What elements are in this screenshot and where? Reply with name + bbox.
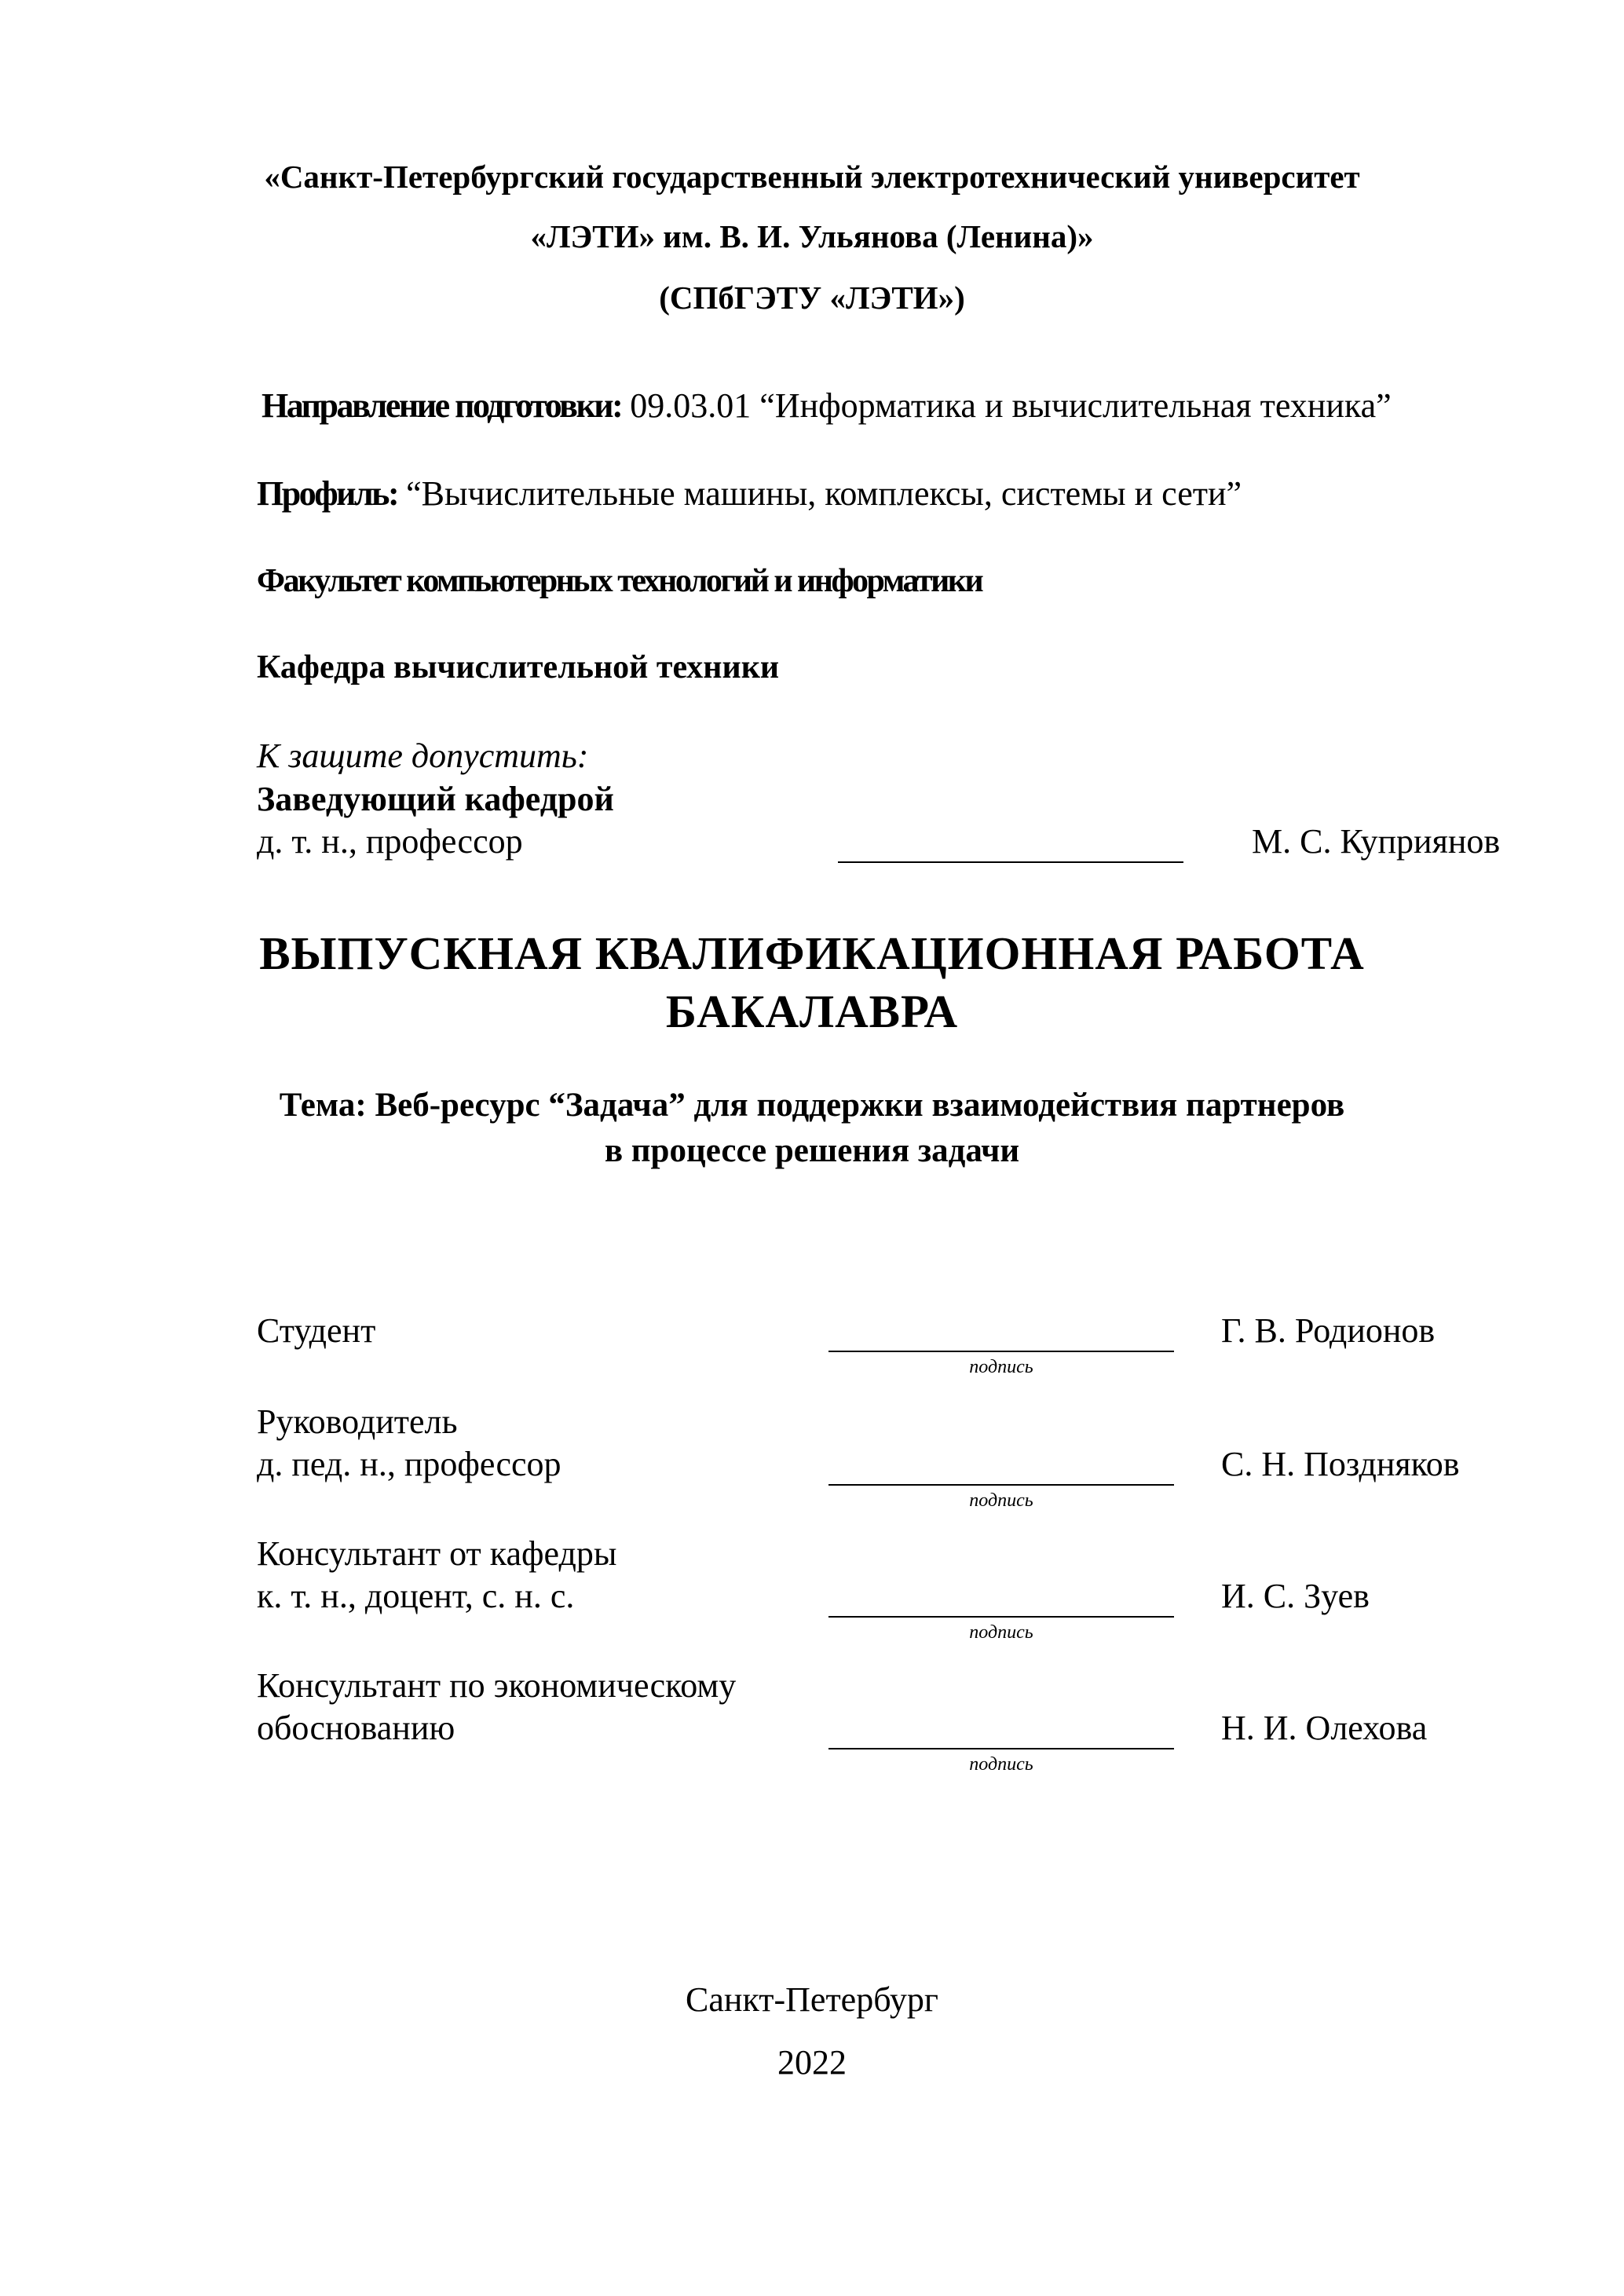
university-name-line2: «ЛЭТИ» им. В. И. Ульянова (Ленина)»	[530, 218, 1094, 254]
footer-year: 2022	[777, 2043, 847, 2082]
approval-degree: д. т. н., профессор	[257, 822, 523, 861]
footer-city: Санкт-Петербург	[686, 1980, 938, 2019]
faculty-name: Факультет компьютерных технологий и информатики	[257, 563, 982, 599]
approval-name: М. С. Куприянов	[1252, 822, 1501, 861]
consultant-dept-signature-line	[828, 1616, 1174, 1618]
supervisor-degree: д. пед. н., профессор	[257, 1445, 561, 1483]
approval-caption: К защите допустить:	[257, 737, 589, 775]
university-name-line1: «Санкт-Петербургский государственный электротехнический университет	[264, 159, 1360, 195]
student-role: Студент	[257, 1311, 376, 1350]
consultant-dept-name: И. С. Зуев	[1221, 1577, 1370, 1615]
supervisor-signature-line	[828, 1484, 1174, 1486]
consultant-econ-role: Консультант по экономическому	[257, 1666, 737, 1705]
direction-line	[262, 386, 1392, 425]
work-title-line2: БАКАЛАВРА	[665, 985, 959, 1037]
work-title-line1: ВЫПУСКНАЯ КВАЛИФИКАЦИОННАЯ РАБОТА	[259, 927, 1365, 979]
topic-line2: в процессе решения задачи	[604, 1132, 1020, 1169]
consultant-dept-degree: к. т. н., доцент, с. н. с.	[257, 1577, 575, 1615]
supervisor-name: С. Н. Поздняков	[1221, 1445, 1460, 1483]
direction-value: 09.03.01 “Информатика и вычислительная техника”	[621, 386, 1392, 425]
consultant-econ-signature-caption: подпись	[969, 1754, 1033, 1775]
profile-line	[257, 474, 1242, 513]
supervisor-role: Руководитель	[257, 1402, 458, 1441]
approval-signature-line	[838, 861, 1183, 863]
approval-role: Заведующий кафедрой	[257, 780, 614, 818]
supervisor-signature-caption: подпись	[969, 1490, 1033, 1511]
student-signature-caption: подпись	[969, 1357, 1033, 1377]
consultant-econ-signature-line	[828, 1748, 1174, 1749]
consultant-dept-signature-caption: подпись	[969, 1622, 1033, 1643]
consultant-econ-name: Н. И. Олехова	[1221, 1709, 1428, 1747]
direction-label: Направление подготовки:	[262, 386, 622, 425]
topic-line1: Тема: Веб-ресурс “Задача” для поддержки взаимодействия партнеров	[279, 1087, 1345, 1124]
student-name: Г. В. Родионов	[1221, 1311, 1436, 1350]
university-abbreviation: (СПбГЭТУ «ЛЭТИ»)	[659, 280, 965, 316]
student-signature-line	[828, 1351, 1174, 1352]
consultant-dept-role: Консультант от кафедры	[257, 1534, 617, 1573]
department-name: Кафедра вычислительной техники	[257, 649, 780, 686]
consultant-econ-degree: обоснованию	[257, 1709, 455, 1747]
profile-value: “Вычислительные машины, комплексы, системы и сети”	[397, 474, 1242, 513]
profile-label: Профиль:	[257, 474, 398, 513]
